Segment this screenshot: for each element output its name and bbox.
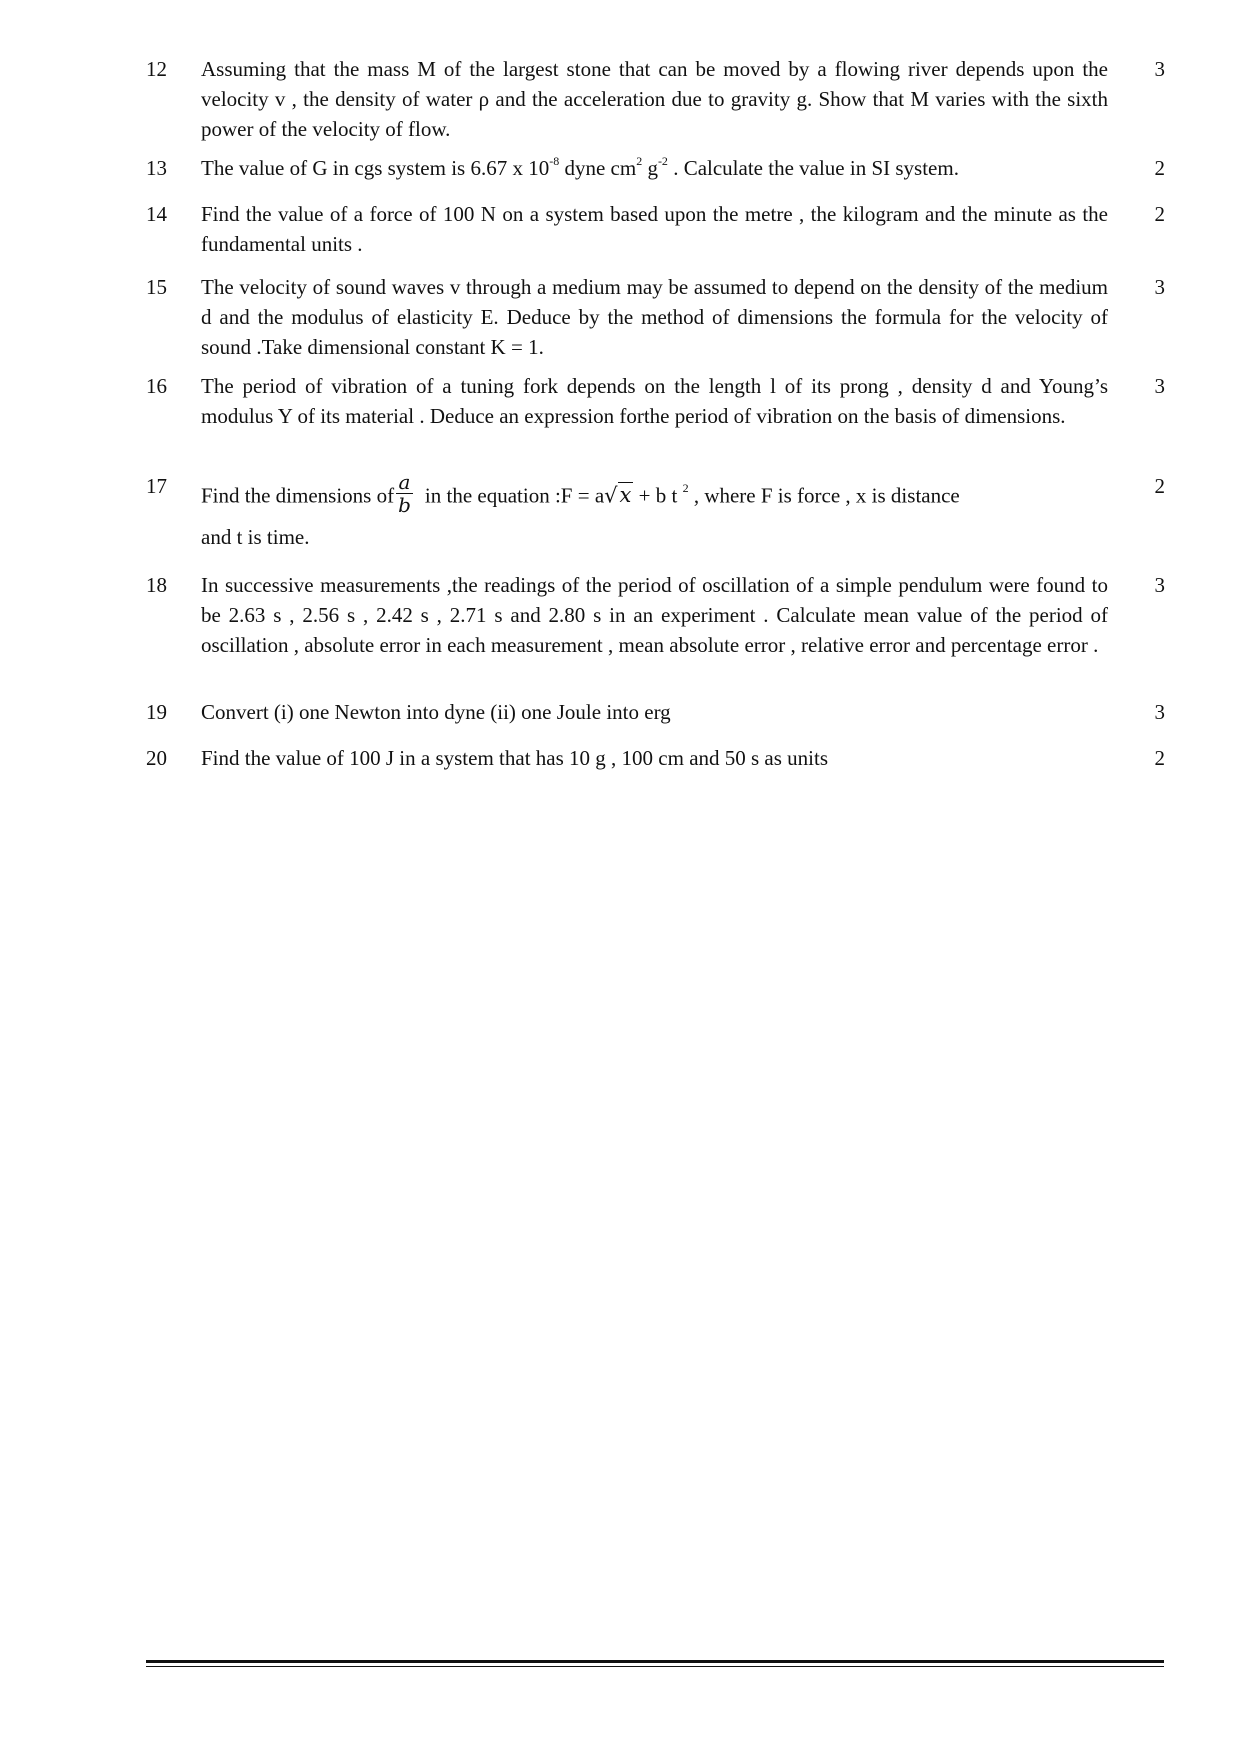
text-part: , where F is force , x is distance [688,483,960,508]
question-number: 15 [146,275,167,299]
question-text: Find the value of 100 J in a system that has 10 g , 100 cm and 50 s as units [201,746,829,770]
text-part: dyne cm [559,156,637,180]
question-text: Assuming that the mass M of the largest stone that can be moved by a flowing river depends upon the velocity v , the density of water ρ and the acceleration due to gravity g. Show that M varies with the sixth power of the velocity of flow. [201,57,1108,141]
text-part: in the equation :F = a [424,483,605,508]
exponent: -8 [549,154,560,168]
question-marks: 3 [1154,275,1165,299]
square-root: √x [604,483,632,508]
question-number: 17 [146,474,167,498]
question-text [201,153,1108,183]
question-number: 16 [146,374,167,398]
question-marks: 3 [1154,57,1165,81]
question-marks: 3 [1154,573,1165,597]
footer-rule-thick [146,1660,1164,1663]
exponent: 2 [682,481,689,496]
question-number: 19 [146,700,167,724]
question-number: 14 [146,202,167,226]
question-text: The period of vibration of a tuning fork depends on the length l of its prong , density d and Young’s modulus Y of its material . Deduce an expression forthe period of vibration on the basis of dimensions. [201,374,1108,428]
exponent: 2 [636,154,643,168]
question-marks: 2 [1154,474,1165,498]
question-marks: 2 [1154,156,1165,180]
text-part: g [642,156,658,180]
text-part: . Calculate the value in SI system. [667,156,959,180]
question-text [201,470,1108,552]
fraction-numerator: a [396,471,413,494]
equation-line [201,470,1108,520]
question-number: 13 [146,156,167,180]
question-number: 20 [146,746,167,770]
square-root-argument: x [619,483,632,508]
question-text: Find the value of a force of 100 N on a system based upon the metre , the kilogram and the minute as the fundamental units . [201,202,1108,256]
text-part: + b t [633,483,678,508]
fraction [396,471,413,516]
question-text: In successive measurements ,the readings of the period of oscillation of a simple pendulum were found to be 2.63 s , 2.56 s , 2.42 s , 2.71 s and 2.80 s in an experiment . Calculate mean value of the period of oscillation , absolute error in each measurement , mean absolute error , relative error and percentage error . [201,573,1108,657]
question-marks: 2 [1154,746,1165,770]
question-marks: 3 [1154,700,1165,724]
question-text: The velocity of sound waves v through a medium may be assumed to depend on the density of the medium d and the modulus of elasticity E. Deduce by the method of dimensions the formula for the velocity of sound .Take dimensional constant K = 1. [201,275,1108,359]
footer-rule-thin [146,1666,1164,1667]
question-marks: 3 [1154,374,1165,398]
question-marks: 2 [1154,202,1165,226]
text-line: and t is time. [201,525,310,549]
question-number: 12 [146,57,167,81]
fraction-denominator: b [398,493,411,517]
text-part: The value of G in cgs system is 6.67 x 10 [201,156,550,180]
question-text: Convert (i) one Newton into dyne (ii) one Joule into erg [201,700,671,724]
exponent: -2 [657,154,668,168]
question-number: 18 [146,573,167,597]
text-part: Find the dimensions of [201,483,395,508]
